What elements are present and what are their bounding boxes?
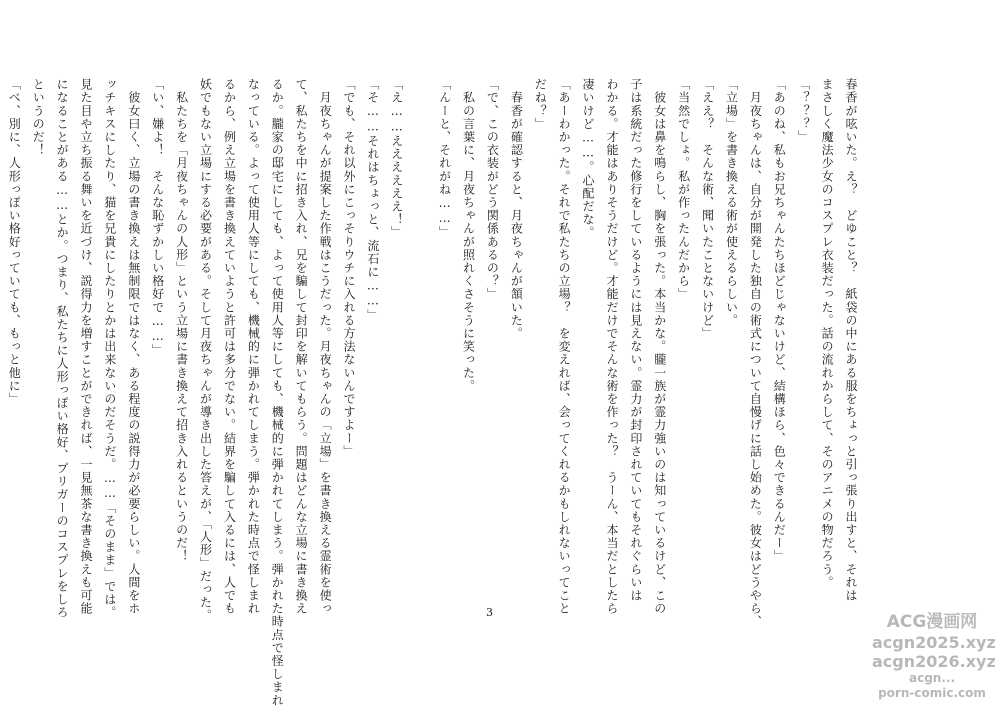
text-line: 凄いけど……。心配だな。 <box>581 78 596 240</box>
vertical-text-body <box>1 78 862 707</box>
watermark-line: acgn... <box>908 671 956 685</box>
watermark-line: acgn2026.xyz <box>872 652 996 671</box>
text-line: 「い、嫌よ！ そんな恥ずかしい格好で……」 <box>150 78 165 358</box>
site-watermark <box>872 611 996 701</box>
text-line: 「べ、別に、人形っぽい格好っていても、もっと他に」 <box>7 78 22 406</box>
text-line: 彼女曰く、立場の書き換えは無制限ではなく、ある程度の説得力が必要らしい。人間をホ <box>126 78 141 616</box>
text-line: なっている。よって使用人等にしても、機械的に弾かれてしまう。弾かれた時点で怪しまれ <box>246 78 261 616</box>
watermark-line: ACG漫画网 <box>886 612 978 632</box>
text-line: まさしく魔法少女のコスプレ衣装だった。話の流れからして、そのアニメの物だろう。 <box>820 78 835 589</box>
text-line: ッチキスにしたり、猫を兄貴にしたりとかは出来ないのだそうだ。……「そのまま」では。 <box>102 78 117 620</box>
text-line: 私たちを「月夜ちゃんの人形」という立場に書き換えて招き入れるというのだ！ <box>174 78 189 563</box>
text-line: るか。朧家の邸宅にしても、よって使用人等にしても、機械的に弾かれてしまう。弾かれた時点で怪しまれ <box>270 78 285 707</box>
page-number: 3 <box>486 606 493 619</box>
text-line: だね？」 <box>533 78 548 131</box>
text-line: 「んーと、それがね……」 <box>437 78 452 240</box>
text-line: 春香が呟いた。え？ どゆこと？ 紙袋の中にある服をちょっと引っ張り出すと、それは <box>844 78 858 602</box>
section-break <box>408 78 432 630</box>
text-line: 「あのね、私もお兄ちゃんたちほどじゃないけど、結構ほら、色々できるんだー」 <box>772 78 787 563</box>
text-line: 「え……ええええええ！」 <box>389 78 404 240</box>
text-line: 「立場」を書き換える術が使えるらしい。 <box>724 78 739 327</box>
text-line: 見た目や立ち振る舞いを近づけ、説得力を増すことができれば、一見無茶な書き換えも可能 <box>79 78 93 616</box>
text-line: 月夜ちゃんは、自分が開発した独自の術式について自慢げに話し始めた。彼女はどうやら、 <box>748 78 763 629</box>
text-line: 「で、この衣装がどう関係あるの？」 <box>485 78 500 301</box>
text-line: 妖でもない立場にする必要がある。そして月夜ちゃんが導き出した答えが、「人形」だった。 <box>198 78 213 623</box>
text-line: 私の言葉に、月夜ちゃんが照れくさそうに笑った。 <box>461 78 476 393</box>
text-line: 子は系統だった修行をしているようには見えない。霊力が封印されていてもそれぐらいは <box>628 78 643 602</box>
text-line: 「当然でしょ。私が作ったんだから」 <box>676 78 691 301</box>
text-line: 「そ……それはちょっと、流石に……」 <box>365 78 380 322</box>
watermark-line: acgn2025.xyz <box>872 633 996 652</box>
text-line: 「でも、それ以外にこっそりウチに入れる方法ないんですよー」 <box>341 78 356 458</box>
text-line: 「？？？」 <box>796 78 811 144</box>
text-line: 月夜ちゃんが提案した作戦はこうだった。月夜ちゃんの「立場」を書き換える霊術を使っ <box>318 78 333 616</box>
text-line: わかる。才能はありそうだけど。才能だけでそんな術を作った？ うーん、本当だとしたら <box>604 78 619 616</box>
watermark-line: porn-comic.com <box>878 686 986 700</box>
text-line: というのだ！ <box>31 78 46 157</box>
text-line: て、私たちを中に招き入れ、兄を騙して封印を解いてもらう。問題はどんな立場に書き換え <box>294 78 309 616</box>
text-line: るから、例え立場を書き換えていようと許可は多分でない。結界を騙して入るには、人でも <box>222 78 237 616</box>
text-line: 「ええ？ そんな術、聞いたことないけど」 <box>700 78 715 340</box>
text-line: 「あーわかった。それで私たちの立場？ を変えれば、会ってくれるかもしれないってこと <box>557 78 572 616</box>
text-line: になることがある……とか。つまり、私たちに人形っぽい格好、プリガーのコスプレをしろ <box>55 78 70 620</box>
text-line: 彼女は鼻を鳴らし、胸を張った。本当かな。朧一族が霊力強いのは知っているけど、この <box>652 78 667 616</box>
text-line: 春香が確認すると、月夜ちゃんが頷いた。 <box>509 78 524 340</box>
